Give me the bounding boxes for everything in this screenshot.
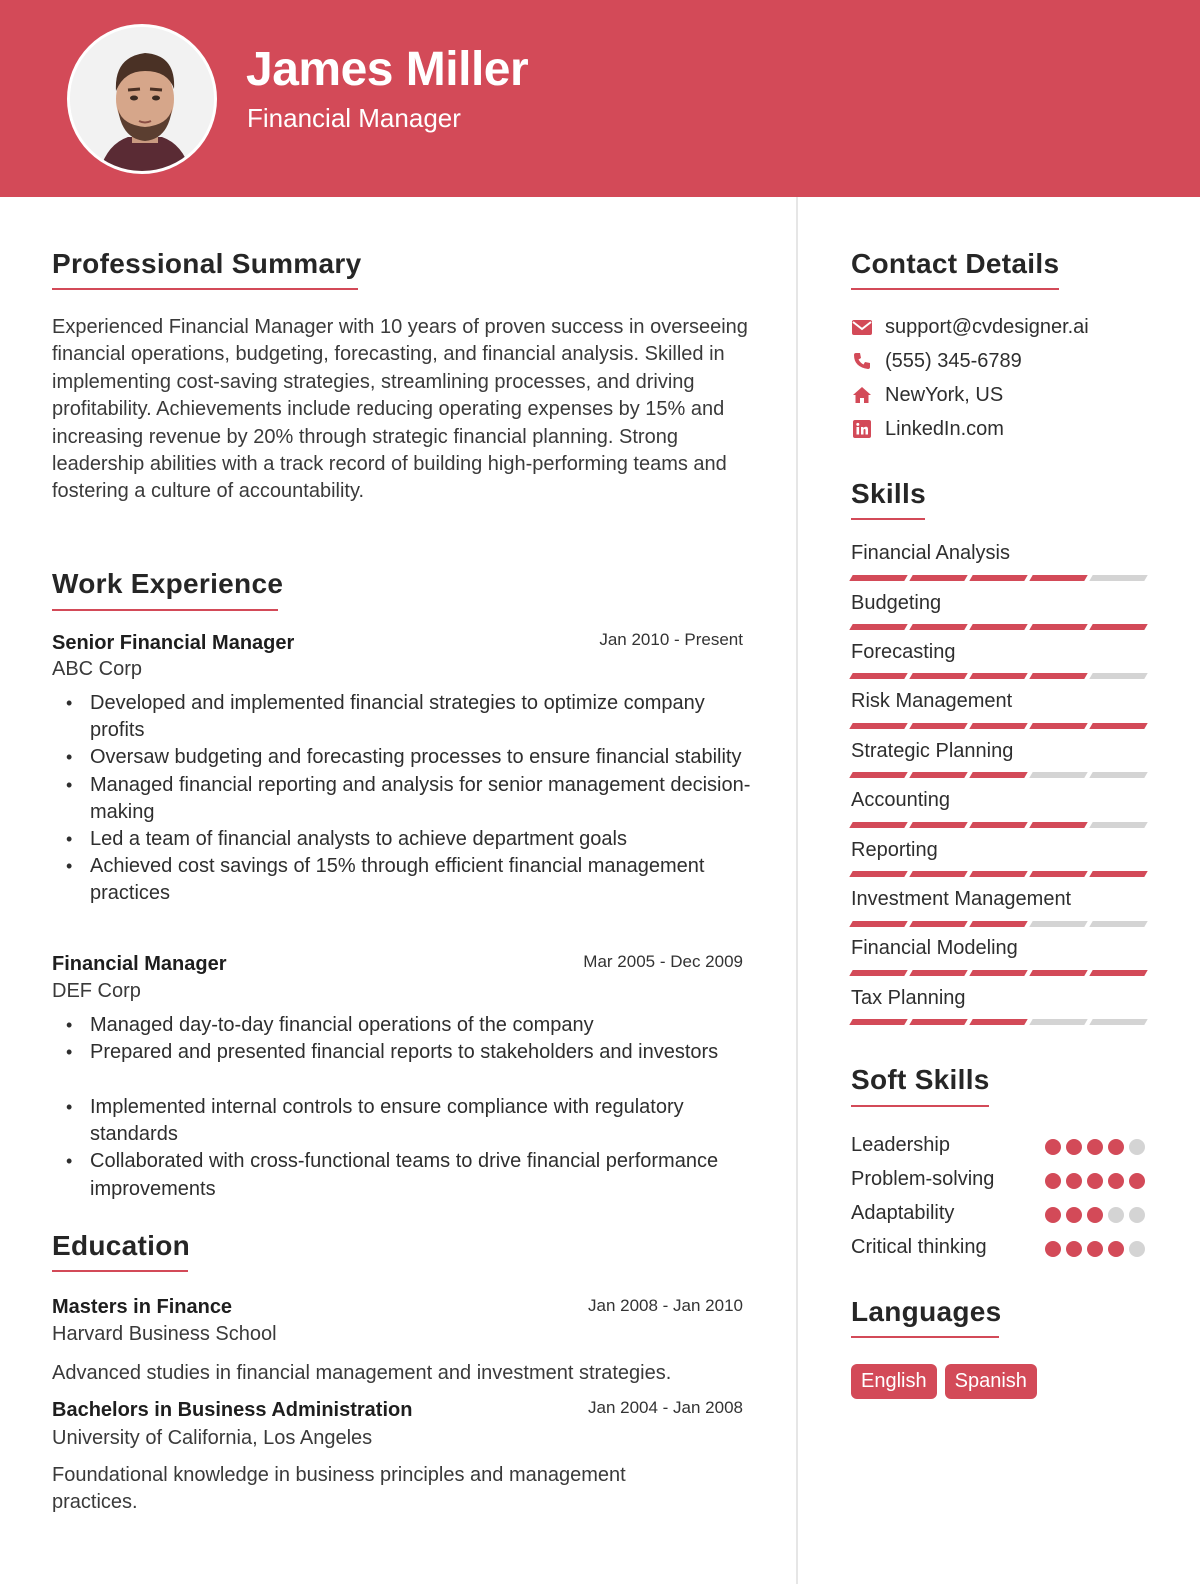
skills-heading: Skills (851, 478, 926, 509)
job-bullet: • Oversaw budgeting and forecasting processes to ensure financial stability (64, 744, 754, 771)
skill-level-segment (909, 822, 967, 828)
skill-level-segment (1089, 624, 1147, 630)
rating-dot (1045, 1207, 1061, 1223)
rating-dot (1066, 1207, 1082, 1223)
candidate-role: Financial Manager (247, 103, 461, 133)
soft-skill-name: Adaptability (851, 1202, 955, 1224)
skill-level-bar (851, 673, 1146, 679)
job-bullets (64, 1094, 754, 1203)
contact-linkedin-text: LinkedIn.com (885, 417, 1004, 440)
skill-level-segment (1029, 822, 1087, 828)
skill-level-segment (1029, 1019, 1087, 1025)
language-tags (851, 1364, 1037, 1399)
rating-dot (1045, 1139, 1061, 1155)
skill-level-segment (909, 1019, 967, 1025)
contact-heading: Contact Details (851, 248, 1060, 279)
skills-heading-underline (851, 518, 925, 520)
skill-level-segment (1029, 624, 1087, 630)
skill-level-segment (1089, 970, 1147, 976)
skill-level-segment (969, 772, 1027, 778)
job-company: ABC Corp (52, 658, 143, 680)
job-company: DEF Corp (52, 980, 141, 1002)
soft-skills-heading: Soft Skills (851, 1064, 990, 1095)
column-divider (796, 197, 798, 1584)
degree-description: Advanced studies in financial management and investment strategies. (52, 1362, 672, 1384)
skill-level-segment (849, 921, 907, 927)
skill-level-segment (849, 723, 907, 729)
contact-email-text: support@cvdesigner.ai (885, 315, 1089, 338)
degree-date: Jan 2004 - Jan 2008 (587, 1398, 743, 1417)
degree-title: Bachelors in Business Administration (52, 1399, 413, 1421)
soft-skill-rating (1045, 1139, 1145, 1155)
skill-name: Forecasting (851, 641, 956, 663)
soft-skill-rating (1045, 1173, 1145, 1189)
skill-level-segment (909, 970, 967, 976)
summary-heading: Professional Summary (52, 248, 362, 279)
rating-dot (1129, 1207, 1145, 1223)
soft-skill-rating (1045, 1241, 1145, 1257)
skill-name: Strategic Planning (851, 740, 1014, 762)
contact-email[interactable] (851, 312, 1089, 342)
rating-dot (1129, 1173, 1145, 1189)
skill-name: Financial Modeling (851, 937, 1018, 959)
rating-dot (1108, 1139, 1124, 1155)
skill-level-segment (849, 970, 907, 976)
job-bullet: • Prepared and presented financial reports to stakeholders and investors (64, 1039, 754, 1066)
skill-level-segment (1029, 575, 1087, 581)
languages-heading-underline (851, 1336, 999, 1338)
skill-level-bar (851, 822, 1146, 828)
skill-level-bar (851, 921, 1146, 927)
rating-dot (1066, 1241, 1082, 1257)
rating-dot (1087, 1207, 1103, 1223)
soft-skill-rating (1045, 1207, 1145, 1223)
skill-name: Financial Analysis (851, 542, 1010, 564)
school-name: Harvard Business School (52, 1323, 277, 1345)
rating-dot (1066, 1139, 1082, 1155)
rating-dot (1129, 1139, 1145, 1155)
skill-level-segment (1029, 970, 1087, 976)
skill-level-segment (969, 921, 1027, 927)
skill-level-bar (851, 1019, 1146, 1025)
skill-level-segment (969, 970, 1027, 976)
job-bullet: • Led a team of financial analysts to achieve department goals (64, 826, 754, 853)
soft-skill-name: Problem-solving (851, 1168, 995, 1190)
education-heading: Education (52, 1230, 191, 1261)
job-date: Jan 2010 - Present (599, 630, 743, 649)
skill-level-bar (851, 772, 1146, 778)
skill-level-segment (849, 822, 907, 828)
experience-heading: Work Experience (52, 568, 284, 599)
rating-dot (1066, 1173, 1082, 1189)
job-bullet: • Managed financial reporting and analysis for senior management decision-making (64, 772, 754, 826)
contact-phone-text: (555) 345-6789 (885, 349, 1022, 372)
skill-level-segment (1089, 575, 1147, 581)
skill-level-segment (909, 673, 967, 679)
contact-linkedin[interactable] (851, 414, 1004, 444)
skill-level-segment (1089, 673, 1147, 679)
education-heading-underline (52, 1270, 188, 1272)
rating-dot (1087, 1173, 1103, 1189)
contact-phone[interactable] (851, 346, 1022, 376)
soft-skills-heading-underline (851, 1105, 989, 1107)
skill-level-segment (909, 575, 967, 581)
job-title: Senior Financial Manager (52, 632, 295, 654)
skill-level-segment (849, 673, 907, 679)
skill-level-segment (969, 723, 1027, 729)
language-tag: English (851, 1364, 937, 1399)
linkedin-icon (851, 418, 873, 440)
skill-level-segment (849, 1019, 907, 1025)
skill-name: Investment Management (851, 888, 1072, 910)
skill-level-segment (909, 772, 967, 778)
skill-level-segment (1029, 871, 1087, 877)
soft-skill-name: Leadership (851, 1134, 950, 1156)
rating-dot (1108, 1241, 1124, 1257)
skill-level-segment (969, 624, 1027, 630)
job-bullet: • Collaborated with cross-functional teams to drive financial performance improvements (64, 1148, 754, 1202)
rating-dot (1087, 1139, 1103, 1155)
rating-dot (1108, 1173, 1124, 1189)
skill-level-segment (1029, 723, 1087, 729)
header-banner (0, 0, 1200, 197)
contact-heading-underline (851, 288, 1059, 290)
home-icon (851, 384, 873, 406)
skill-level-segment (1029, 673, 1087, 679)
contact-location-text: NewYork, US (885, 383, 1004, 406)
job-title: Financial Manager (52, 953, 227, 975)
skill-level-segment (1089, 921, 1147, 927)
profile-photo (70, 27, 217, 174)
soft-skill-name: Critical thinking (851, 1236, 987, 1258)
rating-dot (1087, 1241, 1103, 1257)
skill-level-segment (1089, 1019, 1147, 1025)
job-bullet: • Achieved cost savings of 15% through efficient financial management practices (64, 853, 754, 907)
skill-level-bar (851, 970, 1146, 976)
degree-description: Foundational knowledge in business principles and management practices. (52, 1464, 626, 1514)
summary-heading-underline (52, 288, 358, 290)
rating-dot (1108, 1207, 1124, 1223)
language-tag: Spanish (945, 1364, 1037, 1399)
summary-text: Experienced Financial Manager with 10 years of proven success in overseeing financial operations, budgeting, forecasting, and financial analysis. Skilled in implementing cost-saving strategies, streamlining processes, and driving profitability. Achievements include reducing operating expenses by 15% and increasing revenue by 20% through strategic financial planning. Strong leadership abilities with a track record of building high-performing teams and fostering a culture of accountability. (52, 316, 748, 503)
school-name: University of California, Los Angeles (52, 1427, 373, 1449)
job-bullets (64, 1012, 754, 1066)
phone-icon (851, 350, 873, 372)
rating-dot (1045, 1241, 1061, 1257)
skill-level-segment (1029, 772, 1087, 778)
job-bullet: • Implemented internal controls to ensure compliance with regulatory standards (64, 1094, 754, 1148)
skill-level-segment (969, 575, 1027, 581)
degree-title: Masters in Finance (52, 1296, 233, 1318)
avatar (67, 24, 217, 174)
skill-name: Reporting (851, 839, 938, 861)
skill-level-bar (851, 624, 1146, 630)
skill-level-segment (909, 871, 967, 877)
job-bullet: • Developed and implemented financial strategies to optimize company profits (64, 690, 754, 744)
experience-heading-underline (52, 609, 278, 611)
candidate-name: James Miller (246, 43, 529, 96)
skill-level-segment (909, 921, 967, 927)
skill-level-bar (851, 575, 1146, 581)
job-date: Mar 2005 - Dec 2009 (583, 952, 743, 971)
skill-level-bar (851, 723, 1146, 729)
skill-name: Risk Management (851, 690, 1013, 712)
skill-level-segment (969, 673, 1027, 679)
skill-level-segment (969, 871, 1027, 877)
skill-level-segment (849, 871, 907, 877)
skill-level-segment (849, 624, 907, 630)
skill-level-segment (1089, 772, 1147, 778)
skill-level-bar (851, 871, 1146, 877)
skill-name: Accounting (851, 789, 950, 811)
contact-location (851, 380, 1003, 410)
skill-level-segment (849, 575, 907, 581)
skill-level-segment (1089, 723, 1147, 729)
envelope-icon (851, 316, 873, 338)
skill-level-segment (969, 1019, 1027, 1025)
skill-level-segment (909, 723, 967, 729)
skill-level-segment (849, 772, 907, 778)
degree-date: Jan 2008 - Jan 2010 (587, 1296, 743, 1315)
skill-name: Tax Planning (851, 987, 966, 1009)
skill-level-segment (1089, 871, 1147, 877)
skill-name: Budgeting (851, 592, 942, 614)
languages-heading: Languages (851, 1296, 1002, 1327)
skill-level-segment (909, 624, 967, 630)
job-bullet: • Managed day-to-day financial operations of the company (64, 1012, 754, 1039)
skill-level-segment (1089, 822, 1147, 828)
rating-dot (1129, 1241, 1145, 1257)
skill-level-segment (1029, 921, 1087, 927)
job-bullets (64, 690, 754, 908)
rating-dot (1045, 1173, 1061, 1189)
skill-level-segment (969, 822, 1027, 828)
